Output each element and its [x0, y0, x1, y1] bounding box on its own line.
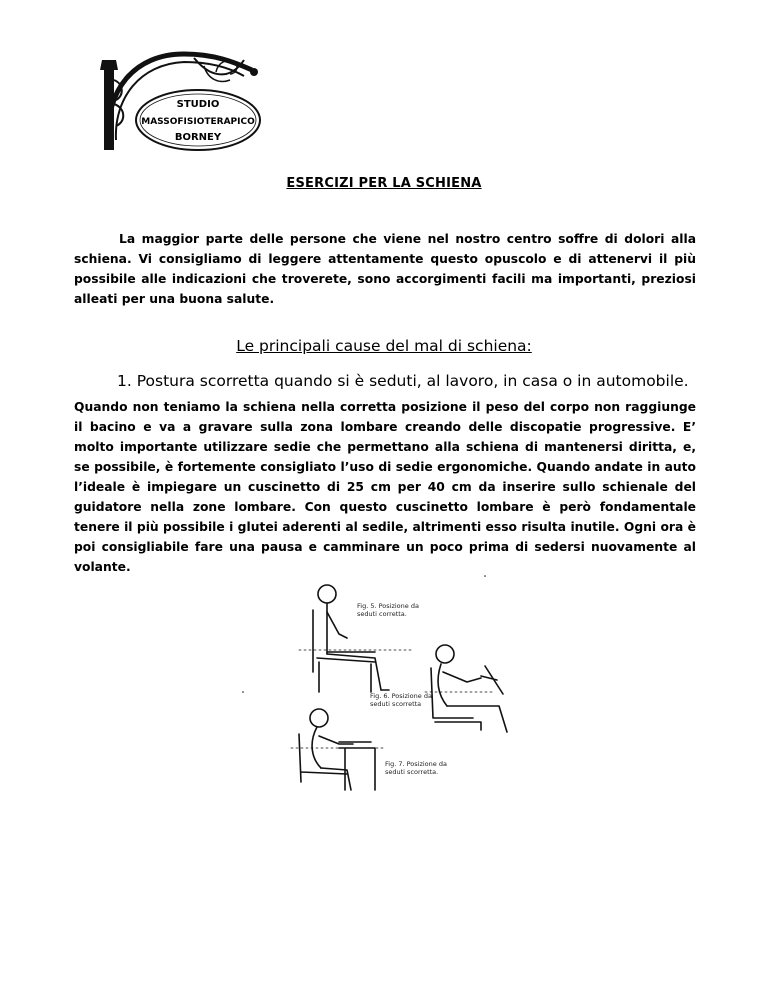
fig6-person — [425, 645, 507, 732]
fig5-caption: Fig. 5. Posizione da seduti corretta. — [357, 602, 419, 618]
fig6-caption: Fig. 6. Posizione da seduti scorretta — [370, 692, 432, 708]
studio-logo — [94, 40, 264, 152]
section-heading: Le principali cause del mal di schiena: — [236, 337, 532, 355]
logo-text-name: BORNEY — [174, 132, 222, 143]
posture-illustration — [235, 572, 535, 794]
intro-paragraph: La maggior parte delle persone che viene nel nostro centro soffre di dolori alla schiena. Vi consigliamo di leggere attentamente questo opuscolo e di attenervi il più possibile alle indicazioni che troverete, sono accorgimenti facili ma importanti, preziosi alleati per una buona salute. — [74, 232, 696, 306]
logo-text-main: MASSOFISIOTERAPICO — [141, 117, 255, 127]
cause-1-paragraph: Quando non teniamo la schiena nella corretta posizione il peso del corpo non raggiunge il bacino e va a gravare sulla zona lombare creando delle discopatie progressive. E’ molto importante utilizzare sedie che permettano alla schiena di mantenersi diritta, e, se possibile, è fortemente consigliato l’uso di sedie ergonomiche. Quando andate in auto l’ideale è impiegare un cuscinetto di 25 cm per 40 cm da inserire sullo schienale del guidatore nella zone lombare. Con questo cuscinetto lombare è però fondamentale tenere il più possibile i glutei aderenti al sedile, altrimenti esso risulta inutile. Ogni ora è poi consigliabile fare una pausa e camminare un poco prima di sedersi nuovamente al volante. — [74, 400, 696, 574]
logo-text-studio: STUDIO — [176, 99, 220, 110]
cause-1-heading: 1. Postura scorretta quando si è seduti, al lavoro, in casa o in automobile. — [117, 372, 689, 390]
logo-graphic — [94, 40, 264, 152]
fig7-caption: Fig. 7. Posizione da seduti scorretta. — [385, 760, 447, 776]
fig7-person — [291, 709, 385, 790]
document-title: ESERCIZI PER LA SCHIENA — [286, 176, 482, 191]
